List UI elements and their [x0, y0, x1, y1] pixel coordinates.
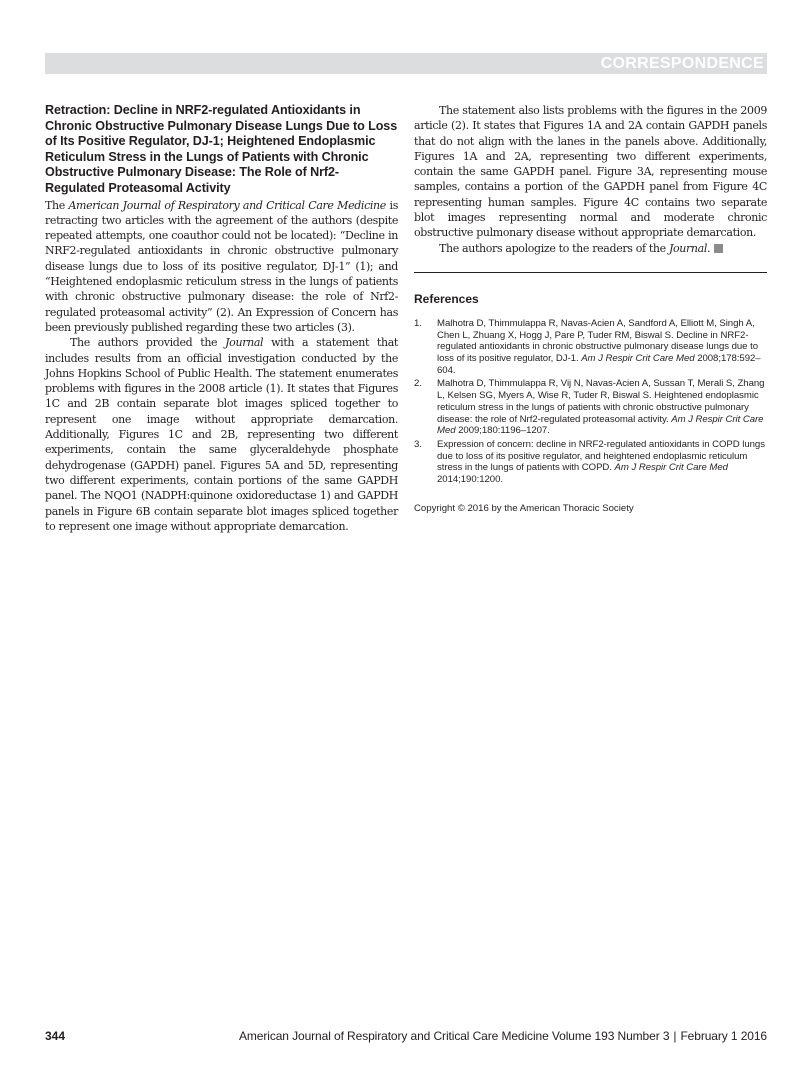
reference-text: Malhotra D, Thimmulappa R, Vij N, Navas-Acien A, Sussan T, Merali S, Zhang L, Kelsen SG, Myers A, Wise R, Tuder R, Biswal S. Heightened endoplasmic reticulum stress in the lungs of patients with chronic obstructive pulmonary disease: the role of Nrf2-regulated proteasomal activity.: [437, 378, 765, 425]
p4-end: .: [707, 241, 711, 255]
p4-lead: The authors apologize to the readers of the: [439, 241, 669, 255]
section-divider: [414, 272, 767, 273]
p1-journal-name: American Journal of Respiratory and Critical Care Medicine: [68, 198, 386, 212]
reference-number: 2.: [414, 378, 422, 390]
reference-citation: 2008;178:592–604.: [437, 353, 761, 376]
reference-journal: Am J Respir Crit Care Med: [581, 353, 695, 365]
paragraph-2: [45, 335, 398, 534]
copyright-notice: Copyright © 2016 by the American Thoracic Society: [414, 502, 634, 514]
reference-number: 3.: [414, 439, 422, 450]
left-column: [45, 103, 398, 534]
footer-date: February 1 2016: [680, 1029, 767, 1043]
footer-journal-info: [239, 1029, 767, 1043]
end-of-article-mark: [714, 244, 723, 253]
footer-journal-title: American Journal of Respiratory and Critical Care Medicine Volume 193 Number 3: [239, 1029, 670, 1043]
right-column: [414, 103, 767, 515]
p2-lead: The authors provided the: [70, 336, 226, 350]
reference-journal: Am J Respir Crit Care Med: [614, 462, 728, 474]
p1-lead: The: [45, 198, 69, 212]
paragraph-3: The statement also lists problems with the figures in the 2009 article (2). It states that Figures 1A and 2A contain GAPDH panels that do not align with the lanes in the panels above. Additionally, Figures 1A and 2A, representing two different experiments, contain the same GAPDH panel. Figure 3A, representing mouse samples, contains a portion of the GAPDH panel from Figure 4C representing human samples. Figure 4C contains two separate blot images representing normal and moderate chronic obstructive pulmonary disease without appropriate demarcation.: [414, 104, 767, 240]
page-number: 344: [45, 1029, 66, 1043]
reference-journal: Am J Respir Crit Care Med: [437, 413, 764, 437]
p2-rest: with a statement that includes results from an official investigation conducted by the Johns Hopkins School of Public Health. The statement enumerates problems with figures in the 2008 article (1). It states that Figures 1C and 2B contain separate blot images spliced together to represent one image without appropriate demarcation. Additionally, Figures 1C and 2B, representing two different experiments, contain the same glyceraldehyde phosphate dehydrogenase (GAPDH) panel. Figures 5A and 5D, representing two different experiments, contain portions of the same GAPDH panel. The NQO1 (NADPH:quinone oxidoreductase 1) and GAPDH panels in Figure 6B contain separate blot images spliced together to represent one image without appropriate demarcation.: [45, 336, 398, 533]
reference-text: Expression of concern: decline in NRF2-regulated antioxidants in COPD lungs due to loss of its positive regulator, and heightened endoplasmic reticulum stress in the lungs of patients with COPD.: [437, 439, 765, 474]
article-title: Retraction: Decline in NRF2-regulated Antioxidants in Chronic Obstructive Pulmonary Disease Lungs Due to Loss of Its Positive Regulator, DJ-1; Heightened Endoplasmic Reticulum Stress in the Lungs of Patients with Chronic Obstructive Pulmonary Disease: The Role of Nrf2-Regulated Proteasomal Activity: [45, 103, 398, 195]
reference-item: [414, 318, 767, 377]
paragraph-1: [45, 198, 398, 336]
references-heading: References: [414, 291, 479, 306]
section-header-bar: [45, 53, 767, 74]
reference-citation: 2014;190:1200.: [437, 474, 503, 486]
paragraph-4: [414, 241, 767, 256]
p4-journal-word: Journal: [668, 241, 708, 255]
p1-rest: is retracting two articles with the agreement of the authors (despite repeated attempts, one coauthor could not be located): “Decline in NRF2-regulated antioxidants in chronic obstructive pulmonary disease lungs due to loss of its positive regulator, DJ-1” (1); and “Heightened endoplasmic reticulum stress in the lungs of patients with chronic obstructive pulmonary disease: the role of Nrf2-regulated proteasomal activity” (2). An Expression of Concern has been previously published regarding these two articles (3).: [45, 198, 398, 334]
footer-separator: |: [673, 1029, 677, 1043]
reference-item: [414, 378, 767, 437]
reference-item: [414, 439, 767, 486]
references-list: [414, 318, 767, 486]
p2-journal-word: Journal: [225, 336, 264, 350]
section-label: CORRESPONDENCE: [600, 55, 764, 72]
reference-citation: 2009;180:1196–1207.: [455, 425, 550, 437]
reference-text: Malhotra D, Thimmulappa R, Navas-Acien A, Sandford A, Elliott M, Singh A, Chen L, Zhuang X, Hogg J, Pare P, Tuder RM, Biswal S. Decline in NRF2-regulated antioxidants in chronic obstructive pulmonary disease lungs due to loss of its positive regulator, DJ-1.: [437, 317, 758, 365]
reference-number: 1.: [414, 317, 422, 329]
